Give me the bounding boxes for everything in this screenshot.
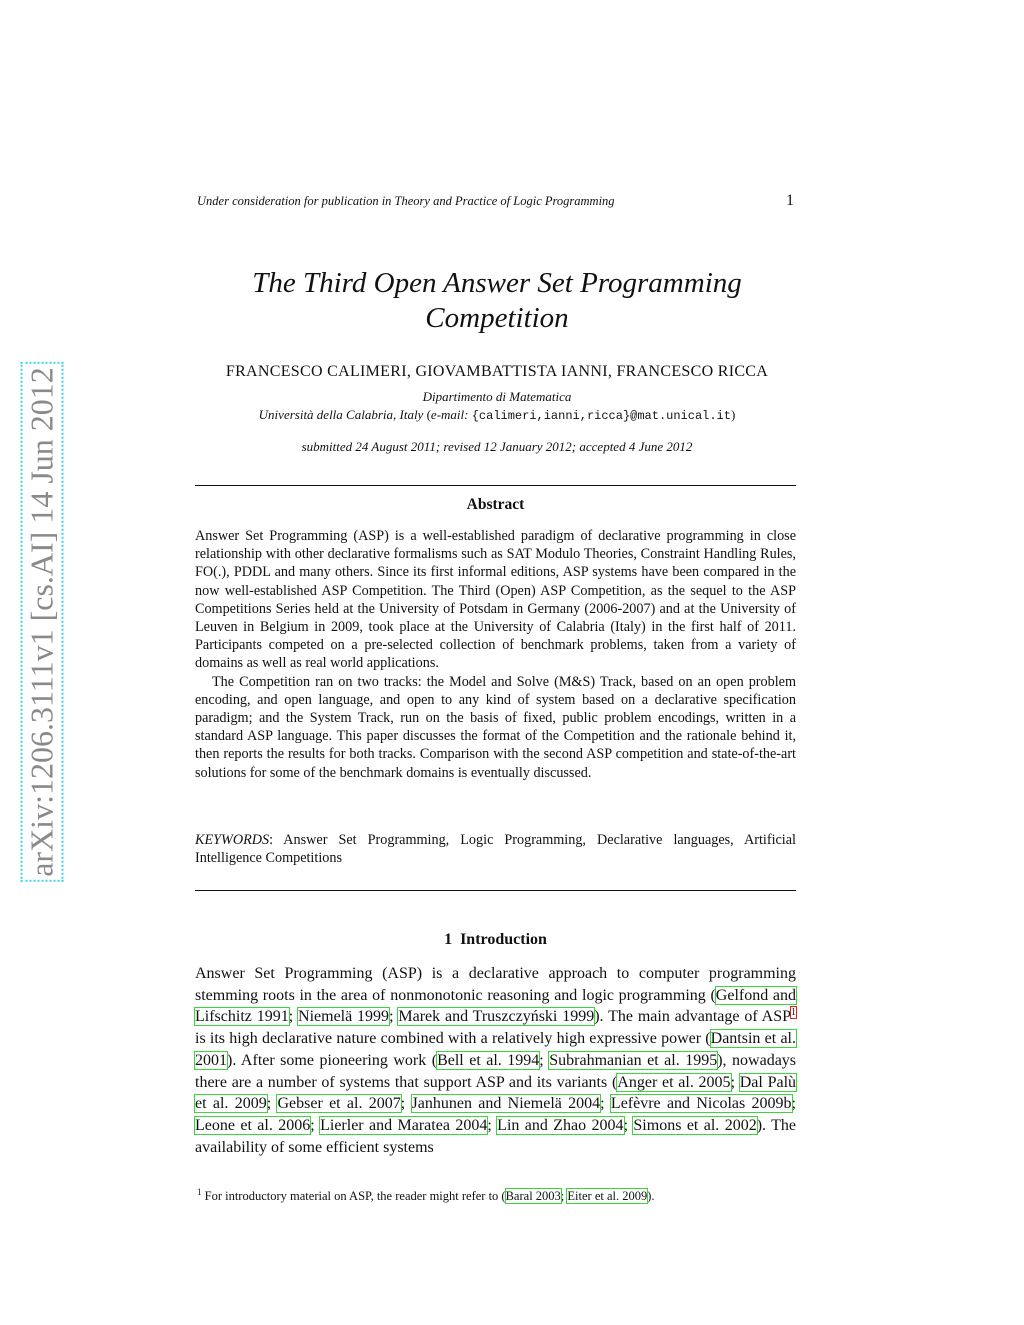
keywords-label: KEYWORDS bbox=[195, 832, 270, 848]
intro-text: is its high declarative nature combined with a relatively high expressive power ( bbox=[195, 1030, 711, 1048]
citation-link[interactable]: Anger et al. 2005 bbox=[617, 1073, 731, 1091]
affiliation: Dipartimento di Matematica Università della Calabria, Italy (e-mail: {calimeri,ianni,ricca}@mat.unical.it) bbox=[258, 389, 736, 423]
abstract-bottom-rule bbox=[195, 890, 796, 891]
intro-text: ). The main advantage of ASP bbox=[594, 1008, 791, 1026]
running-head: Under consideration for publication in Theory and Practice of Logic Programming bbox=[197, 194, 615, 208]
page-number: 1 bbox=[786, 192, 794, 209]
footnote: $^1$ For introductory material on ASP, the reader might refer to (Baral 2003; Eiter et al. 2009). bbox=[197, 1187, 655, 1204]
section-title: Introduction bbox=[460, 931, 547, 948]
footnote-end: ). bbox=[647, 1189, 655, 1204]
abstract-body bbox=[195, 527, 796, 782]
email-address[interactable]: {calimeri,ianni,ricca}@mat.unical.it bbox=[471, 409, 731, 423]
submission-dates: submitted 24 August 2011; revised 12 January 2012; accepted 4 June 2012 bbox=[301, 439, 693, 454]
keywords bbox=[195, 831, 796, 867]
citation-link[interactable]: Dal Palù et al. 2009 bbox=[195, 1073, 797, 1113]
keywords-text: : Answer Set Programming, Logic Programming, Declarative languages, Artificial Intelligence Competitions bbox=[195, 832, 796, 867]
citation-link[interactable]: Bell et al. 1994 bbox=[437, 1051, 540, 1069]
footnote-text: For introductory material on ASP, the reader might refer to ( bbox=[204, 1189, 506, 1204]
authors: FRANCESCO CALIMERI, GIOVAMBATTISTA IANNI, FRANCESCO RICCA bbox=[225, 363, 769, 380]
abstract-heading: Abstract bbox=[466, 496, 525, 513]
citation-link[interactable]: Lierler and Maratea 2004 bbox=[320, 1116, 488, 1134]
university: Università della Calabria, Italy bbox=[258, 407, 424, 422]
paper-title: The Third Open Answer Set Programming Competition bbox=[252, 267, 742, 334]
citation-link[interactable]: Lin and Zhao 2004 bbox=[497, 1116, 624, 1134]
footnote-ref-link[interactable]: 1 bbox=[791, 1007, 796, 1019]
citation-link[interactable]: Eiter et al. 2009 bbox=[567, 1189, 648, 1204]
citation-link[interactable]: Gelfond and Lifschitz 1991 bbox=[195, 986, 796, 1026]
abstract-paragraph-2: The Competition ran on two tracks: the Model and Solve (M&S) Track, based on an open problem encoding, and open language, and open to any kind of system based on a declarative specification paradigm; and the System Track, run on the basis of fixed, public problem encodings, written in a standard ASP language. This paper discusses the format of the Competition and the rationale behind it, then reports the results for both tracks. Comparison with the second ASP competition and state-of-the-art solutions for some of the benchmark domains is eventually discussed. bbox=[195, 673, 796, 781]
section-heading bbox=[195, 931, 796, 949]
abstract-top-rule bbox=[195, 485, 796, 486]
intro-text: ), nowadays there are a number of systems that support ASP and its variants ( bbox=[195, 1051, 797, 1091]
intro-text: Answer Set Programming (ASP) is a declarative approach to computer programming stemming roots in the area of nonmonotonic reasoning and logic programming ( bbox=[195, 965, 796, 1004]
introduction-paragraph: Answer Set Programming (ASP) is a declarative approach to computer programming stemming roots in the area of nonmonotonic reasoning and logic programming (Gelfond and Lifschitz 1991; Niemelä 1999; Marek and Truszczyński 1999). The main advantage of ASP$^1$ is its high declarative nature combined with a relatively high expressive power (Dantsin et al. 2001). After some pioneering work (Bell et al. 1994; Subrahmanian et al. 1995), nowadays there are a number of systems that support ASP and its variants (Anger et al. 2005; Dal Palù et al. 2009; Gebser et al. 2007; Janhunen and Niemelä 2004; Lefèvre and Nicolas 2009b; Leone et al. 2006; Lierler and Maratea 2004; Lin and Zhao 2004; Simons et al. 2002). The availability of some efficient systems bbox=[195, 965, 797, 1156]
citation-link[interactable]: Lefèvre and Nicolas 2009b bbox=[610, 1095, 792, 1113]
department: Dipartimento di Matematica bbox=[422, 389, 572, 404]
citation-link[interactable]: Baral 2003 bbox=[505, 1189, 561, 1204]
citation-link[interactable]: Marek and Truszczyński 1999 bbox=[398, 1008, 595, 1026]
arxiv-stamp-link[interactable]: arXiv:1206.3111v1 [cs.AI] 14 Jun 2012 bbox=[23, 367, 60, 877]
citation-link[interactable]: Janhunen and Niemelä 2004 bbox=[411, 1095, 601, 1113]
abstract-paragraph-1: Answer Set Programming (ASP) is a well-established paradigm of declarative programming in close relationship with other declarative formalisms such as SAT Modulo Theories, Constraint Handling Rules, FO(.), PDDL and many others. Since its first informal editions, ASP systems have been compared in the now well-established ASP Competition. The Third (Open) ASP Competition, as the sequel to the ASP Competitions Series held at the University of Potsdam in Germany (2006-2007) and at the University of Leuven in Belgium in 2009, took place at the University of Calabria (Italy) in the first half of 2011. Participants competed on a pre-selected collection of benchmark problems, taken from a variety of domains as well as real world applications. bbox=[195, 528, 796, 672]
citation-link[interactable]: Leone et al. 2006 bbox=[195, 1116, 311, 1134]
intro-text: ). The availability of some efficient systems bbox=[195, 1116, 797, 1156]
citation-link[interactable]: Gebser et al. 2007 bbox=[277, 1095, 401, 1113]
email-label: e-mail: bbox=[430, 407, 469, 422]
citation-link[interactable]: Subrahmanian et al. 1995 bbox=[549, 1051, 718, 1069]
section-number: 1 bbox=[444, 931, 453, 948]
citation-link[interactable]: Niemelä 1999 bbox=[298, 1008, 390, 1026]
intro-text: ). After some pioneering work ( bbox=[227, 1051, 438, 1069]
citation-link[interactable]: Simons et al. 2002 bbox=[633, 1116, 757, 1134]
citation-link[interactable]: Dantsin et al. 2001 bbox=[195, 1030, 796, 1069]
footnote-mark: 1 bbox=[197, 1187, 202, 1197]
